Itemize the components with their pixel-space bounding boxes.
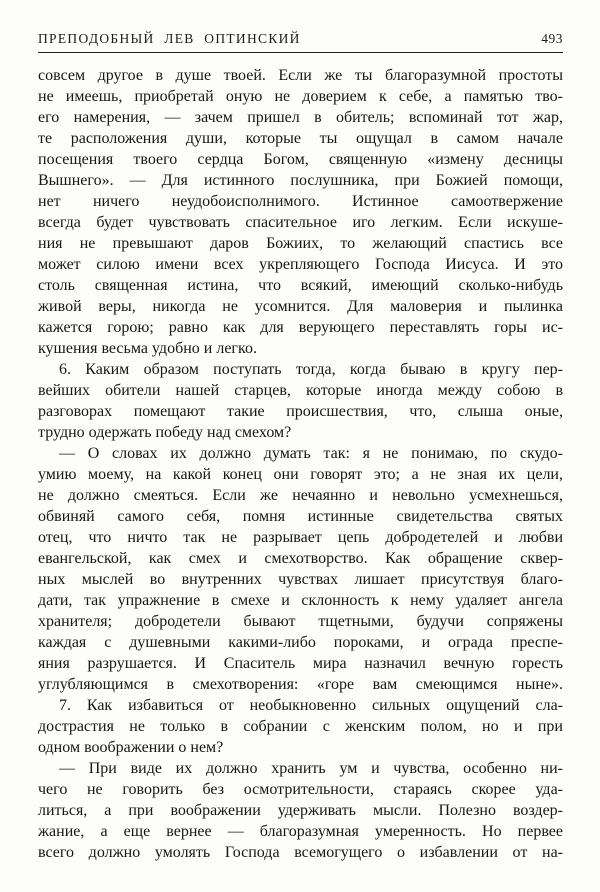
text-body — [38, 65, 563, 863]
text-line: совсем другое в душе твоей. Если же ты благоразумной простоты — [38, 67, 563, 84]
text-line: хранителя; добродетели бывают тщетными, будучи сопряжены — [38, 613, 563, 630]
text-line: яния разрушается. И Спаситель мира назначил вечную горесть — [38, 655, 563, 672]
text-line: отец, что ничто так не разрывает цепь добродетелей и любви — [38, 529, 563, 546]
text-line: не должно смеяться. Если же нечаянно и невольно усмехнешься, — [38, 487, 563, 504]
text-line: углубляющимся в смехотворения: «горе вам смеющимся ныне». — [38, 676, 563, 693]
text-line: ния не превышают даров Божиих, то желающий спастись все — [38, 235, 563, 252]
page-header — [38, 31, 563, 53]
running-title: ПРЕПОДОБНЫЙ ЛЕВ ОПТИНСКИЙ — [38, 31, 301, 46]
text-line: — О словах их должно думать так: я не понимаю, по скудо- — [59, 445, 563, 462]
text-line: живой веры, никогда не усомнится. Для маловерия и пылинка — [38, 298, 563, 315]
text-line: столь священная истина, что всякий, имеющий сколько-нибудь — [38, 277, 563, 294]
text-line: разговорах помещают такие происшествия, что, слыша оные, — [38, 403, 563, 420]
text-line: 6. Каким образом поступать тогда, когда бываю в кругу пер- — [59, 361, 563, 378]
text-line: кушения весьма удобно и легко. — [38, 340, 257, 357]
text-line: не имеешь, приобретай оную не доверием к себе, а памятью тво- — [38, 88, 563, 105]
text-line: всегда будет чувствовать спасительное иго легким. Если искуше- — [38, 214, 563, 231]
text-line: Вышнего». — Для истинного послушника, при Божией помощи, — [38, 172, 563, 189]
text-line: нет ничего неудобоисполнимого. Истинное самоотвержение — [38, 193, 563, 210]
text-line: умию моему, на какой конец они говорят это; а не зная их цели, — [38, 466, 563, 483]
text-line: дати, так упражнение в смехе и склонность к нему удаляет ангела — [38, 592, 563, 609]
page-number: 493 — [541, 31, 563, 46]
text-line: те расположения души, которые ты ощущал в самом начале — [38, 130, 563, 147]
text-line: дострастия не только в собрании с женским полом, но и при — [38, 718, 563, 735]
text-line: евангельской, как смех и смехотворство. Как обращение сквер- — [38, 550, 563, 567]
text-line: чего не говорить без осмотрительности, стараясь скорее уда- — [38, 781, 563, 798]
text-line: литься, а при воображении удерживать мысли. Полезно воздер- — [38, 802, 563, 819]
text-line: всего должно умолять Господа всемогущего о избавлении от на- — [38, 844, 563, 861]
text-line: жание, а еще вернее — благоразумная умеренность. Но первее — [38, 823, 563, 840]
text-line: вейших обители нашей старцев, которые иногда между собою в — [38, 382, 563, 399]
text-line: посещения твоего сердца Богом, священную «измену десницы — [38, 151, 563, 168]
text-line: 7. Как избавиться от необыкновенно сильных ощущений сла- — [59, 697, 563, 714]
text-line: его намерения, — зачем пришел в обитель; вспоминай тот жар, — [38, 109, 563, 126]
text-line: обвиняй самого себя, помня истинные свидетельства святых — [38, 508, 563, 525]
text-line: может силою имени всех укрепляющего Господа Иисуса. И это — [38, 256, 563, 273]
text-line: трудно одержать победу над смехом? — [38, 424, 292, 441]
text-line: одном воображении о нем? — [38, 739, 224, 756]
text-line: каждая с душевными какими-либо пороками, и ограда преспе- — [38, 634, 563, 651]
text-line: ных мыслей во внутренних чувствах лишает присутствуя благо- — [38, 571, 563, 588]
text-line: — При виде их должно хранить ум и чувства, особенно ни- — [59, 760, 563, 777]
text-line: кажется горою; равно как для верующего переставлять горы ис- — [38, 319, 563, 336]
